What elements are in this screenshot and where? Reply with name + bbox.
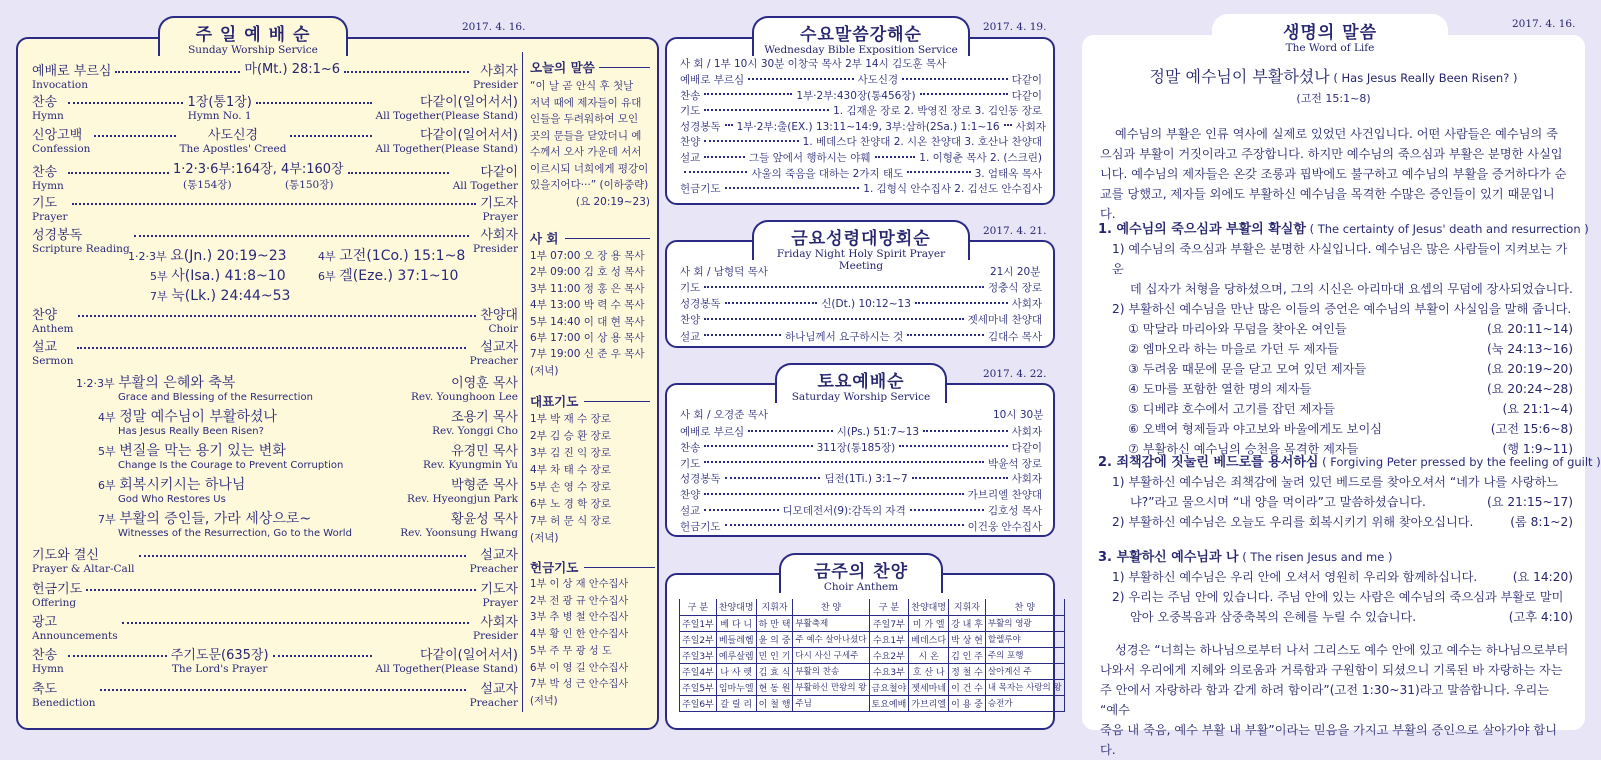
today-word: 오늘의 말씀 “이 날 곧 안식 후 첫날 저녁 때에 제자들이 유대 인들을 두려워하여 모인 곳의 문들을 닫았더니 예 수께서 오사 가운데 서서 이르시되 너희에게 평강이 있을지어다···” (이하중략) (요 20:19~23) bbox=[530, 60, 650, 208]
anthem-cell: 할렐루야 bbox=[985, 631, 1064, 647]
anthem-table bbox=[679, 599, 1065, 712]
anthem-cell: 주일1부 bbox=[680, 615, 717, 631]
scripture-ref: 5부 사(Isa.) 41:8~10 bbox=[150, 268, 286, 284]
anthem-cell: 주의 포행 bbox=[985, 647, 1064, 663]
anthem-cell: 부활의 영광 bbox=[985, 615, 1064, 631]
witness-item: ① 막달라 마리아와 무덤을 찾아온 여인들 (요 20:11~14) bbox=[1128, 322, 1573, 336]
anthem-header-cell: 지휘자 bbox=[949, 599, 986, 615]
anthem-cell: 주일7부 bbox=[869, 615, 909, 631]
order-item: 광고 Announcements 사회자 Presider bbox=[32, 615, 518, 642]
order-row: 성경봉독 딤전(1Ti.) 3:1~7 사회자 bbox=[680, 473, 1042, 486]
order-item: 예배로 부르심 Invocation 마(Mt.) 28:1~6 사회자 Presider bbox=[32, 62, 518, 91]
anthem-row bbox=[680, 679, 1065, 695]
order-row: 기도 박윤석 장로 bbox=[680, 457, 1042, 470]
order-row: 예배로 부르심 사도신경 다같이 bbox=[680, 74, 1042, 86]
anthem-cell: 부활의 찬송 bbox=[793, 663, 869, 679]
anthem-cell: 강 내 후 bbox=[949, 615, 986, 631]
order-item: 성경봉독 Scripture Reading 사회자 Presider bbox=[32, 228, 518, 255]
sermon-item: 4부 정말 예수님이 부활하셨나 Has Jesus Really Been Risen? 조용기 목사 Rev. Yonggi Cho bbox=[98, 409, 518, 437]
anthem-cell: 김 효 식 bbox=[756, 663, 793, 679]
anthem-cell: 박 상 현 bbox=[949, 631, 986, 647]
anthem-cell: 시 온 bbox=[909, 647, 949, 663]
word-intro: 예수님의 부활은 인류 역사에 실제로 있었던 사건입니다. 어떤 사람들은 예수님의 죽 으심과 부활이 거짓이라고 주장합니다. 하지만 예수님의 죽으심과 부활은 분명한 사실입 니다. 예수님의 제자들은 온갖 조롱과 핍박에도 불구하고 예수님의 부활을 증거하다가 순 교를 당했고, 제자들 외에도 부활하신 예수님을 목격한 수많은 증인들이 있기 때문입니다. bbox=[1100, 127, 1567, 221]
anthem-cell: 주 예수 살아나셨다 bbox=[793, 631, 869, 647]
friday-presider: 사 회 / 남형덕 목사 bbox=[680, 266, 768, 278]
anthem-row bbox=[680, 615, 1065, 631]
sermon-item: 6부 회복시키시는 하나님 God Who Restores Us 박형준 목사 Rev. Hyeongjun Park bbox=[98, 477, 518, 505]
word-section-1: 1. 예수님의 죽으심과 부활의 확실함 ( The certainty of Jesus' death and resurrection ) 1) 예수님의 죽으심과 부활은 분명한 사실입니다. 예수님은 많은 사람들이 지켜보는 가운 데 십자가 처형을 당하셨으며, 그의 시신은 아리마대 요셉의 무덤에 장사되었습니다. 2) 부활하신 예수님을 만난 많은 이들의 증언은 예수님의 부활이 사실임을 말해 줍니다. ① 막달라 마리아와 무덤을 찾아온 여인들 (요 20:11~14) ② 엠마오라 하는 마을로 가던 두 제자들 (눅 24:13~16) ③ 두려움 때문에 문을 닫고 모여 있던 제자들 (요 20:19~20) ④ 도마를 포함한 열한 명의 제자들 (요 20:24~28) ⑤ 디베랴 호수에서 고기를 잡던 제자들 (요 21:1~4) ⑥ 오백여 형제들과 야고보와 바울에게도 보이심 (고전 15:6~8) ⑦ 부활하신 예수님의 승천을 목격한 제자들 (행 1:9~11) bbox=[1098, 218, 1573, 459]
rep-prayer-list: 대표기도 1부 박 재 수 장로 2부 김 승 환 장로 3부 김 진 익 장로 4부 차 태 수 장로 5부 손 영 수 장로 6부 노 경 학 장로 7부 허 문 식 장로 (저녁) bbox=[530, 392, 650, 547]
anthem-header-cell: 찬 양 bbox=[793, 599, 869, 615]
anthem-cell: 주일2부 bbox=[680, 631, 717, 647]
saturday-presider: 사 회 / 오경준 목사 bbox=[680, 409, 768, 421]
anthem-header-cell: 찬 양 bbox=[985, 599, 1064, 615]
word-outro: 성경은 “너희는 하나님으로부터 나서 그리스도 예수 안에 있고 예수는 하나님으로부터 나와서 우리에게 지혜와 의로움과 거룩함과 구원함이 되셨으니 기록된 바 자랑하는 자는 주 안에서 자랑하라 함과 같게 하려 함이라”(고전 1:30~31)라고 말씀합니다. 우리는 “예수 죽음 내 죽음, 예수 부활 내 부활”이라는 믿음을 가지고 부활의 증인으로 살아가야 합니다. bbox=[1100, 643, 1569, 757]
order-row: 성경봉독 1부·2부:출(EX.) 13:11~14:9, 3부:삼하(2Sa.) 1:1~16 사회자 bbox=[680, 120, 1047, 133]
sunday-subtitle: Sunday Worship Service bbox=[188, 44, 318, 56]
witness-item: ⑦ 부활하신 예수님의 승천을 목격한 제자들 (행 1:9~11) bbox=[1128, 442, 1573, 456]
anthem-cell: 주일4부 bbox=[680, 663, 717, 679]
offering-prayer-list: 헌금기도 1부 이 상 재 안수집사 2부 전 광 규 안수집사 3부 추 병 철 안수집사 4부 황 인 한 안수집사 5부 주 무 광 성 도 6부 이 영 길 안수집사 7부 박 성 근 안수집사 (저녁) bbox=[530, 558, 655, 711]
order-item: 신앙고백 Confession 사도신경 The Apostles' Creed 다같이(일어서서) All Together(Please Stand) bbox=[32, 128, 518, 155]
anthem-cell: 주일6부 bbox=[680, 695, 717, 711]
order-row: 찬양 젯세마네 찬양대 bbox=[680, 314, 1042, 327]
anthem-row bbox=[680, 631, 1065, 647]
witness-item: ③ 두려움 때문에 문을 닫고 모여 있던 제자들 (요 20:19~20) bbox=[1128, 362, 1573, 376]
anthem-row bbox=[680, 647, 1065, 663]
anthem-header-cell: 찬양대명 bbox=[909, 599, 949, 615]
anthem-cell: 주님 bbox=[793, 695, 869, 711]
scripture-ref: 7부 눅(Lk.) 24:44~53 bbox=[150, 288, 291, 304]
scripture-ref: 1·2·3부 요(Jn.) 20:19~23 bbox=[128, 248, 287, 264]
word-header-tab: 생명의 말씀 The Word of Life bbox=[1212, 14, 1448, 54]
anthem-cell: 금요철야 bbox=[869, 679, 909, 695]
anthem-row bbox=[680, 695, 1065, 711]
anthem-cell: 하 만 택 bbox=[756, 615, 793, 631]
wednesday-date: 2017. 4. 19. bbox=[983, 21, 1047, 33]
wednesday-presider: 사 회 / 1부 10시 30분 이창국 목사 2부 14시 김도훈 목사 bbox=[680, 58, 947, 70]
order-row: 사울의 죽음을 대하는 2가지 태도 3. 엄태옥 목사 bbox=[680, 166, 1042, 181]
saturday-time: 10시 30분 bbox=[993, 409, 1044, 421]
anthem-cell: 베 다 니 bbox=[716, 615, 756, 631]
order-item: 찬송 Hymn 1장(통1장) Hymn No. 1 다같이(일어서서) All Together(Please Stand) bbox=[32, 95, 519, 122]
order-row: 찬송 1부·2부:430장(통456장) 다같이 bbox=[680, 89, 1042, 102]
friday-header-tab: 금요성령대망회순 Friday Night Holy Spirit Prayer Meeting bbox=[752, 220, 970, 260]
anthem-cell: 토요예배 bbox=[869, 695, 909, 711]
sunday-header-tab bbox=[158, 16, 348, 56]
order-item: 기도 Prayer 기도자 Prayer bbox=[32, 196, 518, 223]
order-item: 찬양 Anthem 찬양대 Choir bbox=[32, 308, 518, 335]
anthem-cell: 이 용 중 bbox=[949, 695, 986, 711]
anthem-cell: 부활축제 bbox=[793, 615, 869, 631]
word-heading: 정말 예수님이 부활하셨나 ( Has Jesus Really Been Risen? ) bbox=[1149, 67, 1518, 86]
anthem-cell: 주일3부 bbox=[680, 647, 717, 663]
anthem-table-wrap bbox=[679, 599, 1062, 712]
order-row: 설교 디모데전서(9):감독의 자격 김호성 목사 bbox=[680, 505, 1043, 517]
presider-list: 사 회 1부 07:00 오 장 용 목사 2부 09:00 김 호 성 목사 3부 11:00 정 홍 은 목사 4부 13:00 박 력 수 목사 5부 14:40 이 대 현 목사 6부 17:00 이 상 용 목사 7부 19:00 신 준 우 목사 (저녁) bbox=[530, 229, 650, 379]
order-row: 설교 그들 앞에서 행하시는 야훼 1. 이형춘 목사 2. (스크린) bbox=[680, 152, 1042, 164]
order-item: 찬송 Hymn 1·2·3·6부:164장, 4부:160장 (통154장) (통150장) 다같이 All Together bbox=[32, 162, 518, 192]
witness-item: ⑤ 디베랴 호수에서 고기를 잡던 제자들 (요 21:1~4) bbox=[1128, 402, 1573, 416]
witness-item: ② 엠마오라 하는 마을로 가던 두 제자들 (눅 24:13~16) bbox=[1128, 342, 1573, 356]
order-item: 설교 Sermon 설교자 Preacher bbox=[32, 340, 518, 367]
witness-item: ④ 도마를 포함한 열한 명의 제자들 (요 20:24~28) bbox=[1128, 382, 1573, 396]
anthem-cell: 김 인 주 bbox=[949, 647, 986, 663]
wednesday-header-tab: 수요말씀강해순 Wednesday Bible Exposition Service bbox=[752, 16, 970, 56]
anthem-cell: 정 철 수 bbox=[949, 663, 986, 679]
anthem-header-cell: 구 분 bbox=[869, 599, 909, 615]
anthem-row bbox=[680, 663, 1065, 679]
sunday-divider bbox=[522, 52, 523, 712]
order-row: 예배로 부르심 시(Ps.) 51:7~13 사회자 bbox=[680, 426, 1043, 438]
friday-date: 2017. 4. 21. bbox=[983, 225, 1047, 237]
anthem-cell: 나 사 렛 bbox=[716, 663, 756, 679]
anthem-header-cell: 구 분 bbox=[680, 599, 717, 615]
friday-time: 21시 20분 bbox=[990, 266, 1041, 278]
anthem-cell: 젯세마네 bbox=[909, 679, 949, 695]
order-row: 성경봉독 신(Dt.) 10:12~13 사회자 bbox=[680, 298, 1042, 311]
saturday-date: 2017. 4. 22. bbox=[983, 368, 1047, 380]
anthem-cell: 부활하신 만왕의 왕 bbox=[793, 679, 869, 695]
anthem-cell: 임마누엘 bbox=[716, 679, 756, 695]
order-row: 기도 정충식 장로 bbox=[680, 282, 1042, 294]
anthem-cell: 이 건 수 bbox=[949, 679, 986, 695]
anthem-cell: 살아계신 주 bbox=[985, 663, 1064, 679]
word-ref: (고전 15:1~8) bbox=[1296, 92, 1371, 105]
anthem-cell: 가브리엘 bbox=[909, 695, 949, 711]
anthem-cell: 미 가 엘 bbox=[909, 615, 949, 631]
anthem-header-tab: 금주의 찬양 Choir Anthem bbox=[779, 553, 943, 593]
order-item: 헌금기도 Offering 기도자 Prayer bbox=[32, 582, 518, 609]
anthem-cell: 승전가 bbox=[985, 695, 1064, 711]
anthem-header-cell: 찬양대명 bbox=[716, 599, 756, 615]
witness-item: ⑥ 오백여 형제들과 야고보와 바울에게도 보이심 (고전 15:6~8) bbox=[1128, 422, 1573, 436]
sermon-item: 5부 변질을 막는 용기 있는 변화 Change Is the Courage to Prevent Corruption 유경민 목사 Rev. Kyungmin Yu bbox=[98, 443, 518, 471]
anthem-cell: 수요2부 bbox=[869, 647, 909, 663]
saturday-header-tab: 토요예배순 Saturday Worship Service bbox=[775, 363, 947, 403]
order-row: 찬송 311장(통185장) 다같이 bbox=[680, 441, 1043, 454]
order-row: 기도 1. 김재운 장로 2. 박영진 장로 3. 김인동 장로 bbox=[680, 105, 1042, 118]
anthem-cell: 호 산 나 bbox=[909, 663, 949, 679]
sunday-title: 주 일 예 배 순 bbox=[195, 25, 311, 45]
order-row: 헌금기도 1. 김형식 안수집사 2. 김선도 안수집사 bbox=[680, 183, 1042, 196]
anthem-cell: 베들레헴 bbox=[716, 631, 756, 647]
anthem-cell: 수요1부 bbox=[869, 631, 909, 647]
order-row: 설교 하나님께서 요구하시는 것 김대수 목사 bbox=[680, 330, 1043, 343]
word-section-2: 2. 죄책감에 짓눌린 베드로를 용서하심 ( Forgiving Peter pressed by the feeling of guilt ) 1) 부활하신 예수님은 죄책감에 눌려 있던 베드로를 찾아오셔서 “네가 나를 사랑하느 냐?”라고 물으시며 “내 양을 먹이라”고 말씀하셨습니다. (요 21:15~17) 2) 부활하신 예수님은 오늘도 우리를 회복시키기 위해 찾아오십니다. (롬 8:1~2) bbox=[1098, 455, 1601, 529]
anthem-cell: 예루살렘 bbox=[716, 647, 756, 663]
anthem-cell: 이 철 행 bbox=[756, 695, 793, 711]
anthem-cell: 갈 릴 리 bbox=[716, 695, 756, 711]
anthem-cell: 내 목자는 사랑의 왕 bbox=[985, 679, 1064, 695]
order-item: 찬송 Hymn 주기도문(635장) The Lord's Prayer 다같이(일어서서) All Together(Please Stand) bbox=[32, 648, 519, 675]
word-date: 2017. 4. 16. bbox=[1512, 18, 1576, 30]
order-row: 헌금기도 이건웅 안수집사 bbox=[680, 520, 1042, 533]
order-row: 찬양 가브리엘 찬양대 bbox=[680, 489, 1042, 502]
anthem-cell: 현 동 원 bbox=[756, 679, 793, 695]
scripture-ref: 6부 겔(Eze.) 37:1~10 bbox=[318, 268, 459, 284]
anthem-cell: 수요3부 bbox=[869, 663, 909, 679]
sunday-date: 2017. 4. 16. bbox=[462, 21, 526, 33]
anthem-header-cell: 지휘자 bbox=[756, 599, 793, 615]
anthem-cell: 베데스다 bbox=[909, 631, 949, 647]
sermon-item: 1·2·3부 부활의 은혜와 축복 Grace and Blessing of the Resurrection 이영훈 목사 Rev. Younghoon Lee bbox=[76, 375, 518, 403]
scripture-ref: 4부 고전(1Co.) 15:1~8 bbox=[318, 248, 466, 264]
order-row: 찬양 1. 베데스다 찬양대 2. 시온 찬양대 3. 호산나 찬양대 bbox=[680, 136, 1042, 149]
anthem-cell: 주일5부 bbox=[680, 679, 717, 695]
word-section-3: 3. 부활하신 예수님과 나 ( The risen Jesus and me ) 1) 부활하신 예수님은 우리 안에 오셔서 영원히 우리와 함께하십니다. (요 14:20) 2) 우리는 주님 안에 있습니다. 주님 안에 있는 사람은 예수님의 죽으심과 부활로 말미 암아 오중복음과 삼중축복의 은혜를 누릴 수 있습니다. (고후 4:10) bbox=[1098, 550, 1573, 624]
order-item: 기도와 결신 Prayer & Altar-Call 설교자 Preacher bbox=[32, 548, 518, 575]
anthem-cell: 윤 의 중 bbox=[756, 631, 793, 647]
order-item: 축도 Benediction 설교자 Preacher bbox=[32, 682, 518, 709]
sermon-item: 7부 부활의 증인들, 가라 세상으로~ Witnesses of the Resurrection, Go to the World 황윤성 목사 Rev. Yoonsung Hwang bbox=[98, 511, 518, 539]
anthem-cell: 민 인 기 bbox=[756, 647, 793, 663]
anthem-cell: 다시 사신 구세주 bbox=[793, 647, 869, 663]
